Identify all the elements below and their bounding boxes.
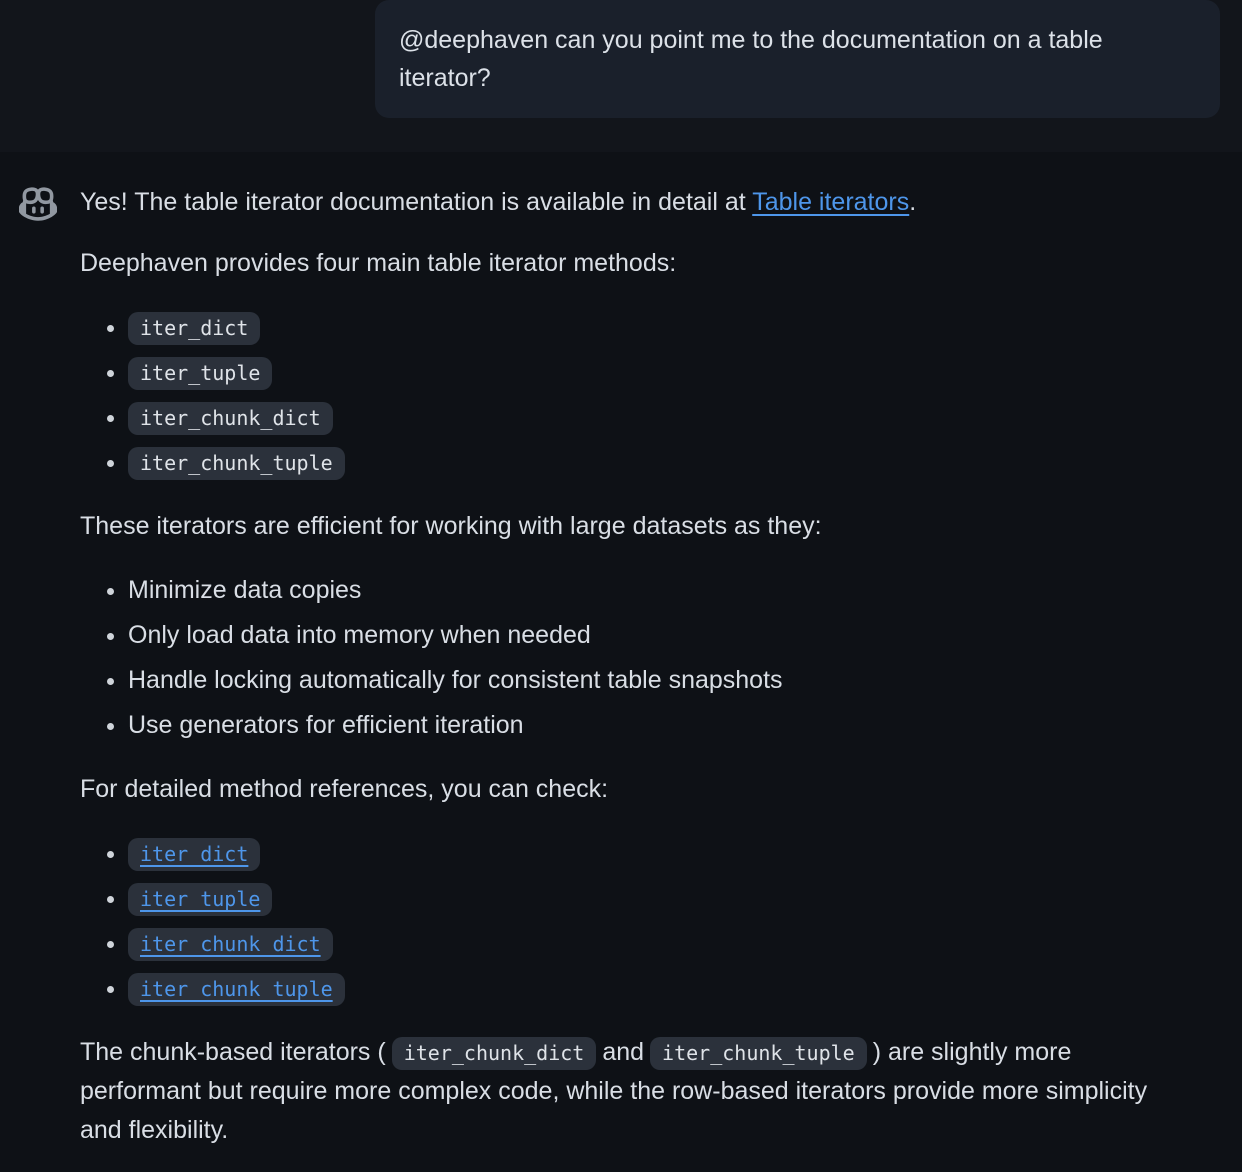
- list-item: [128, 831, 1180, 876]
- iter-chunk-dict-doc-link[interactable]: iter_chunk_dict: [140, 932, 321, 956]
- iter-dict-doc-link[interactable]: iter_dict: [140, 842, 249, 866]
- code-chip: iter_chunk_tuple: [128, 447, 345, 480]
- summary-conjunction: and: [602, 1038, 645, 1066]
- code-chip: iter_chunk_dict: [128, 402, 333, 435]
- user-message-bubble: [375, 0, 1220, 118]
- assistant-message-body: [80, 183, 1180, 1172]
- iter-tuple-doc-link[interactable]: iter_tuple: [140, 887, 261, 911]
- efficiency-intro-paragraph: These iterators are efficient for working with large datasets as they:: [80, 512, 822, 540]
- user-turn-section: [0, 0, 1242, 152]
- reference-links-list: [80, 831, 1180, 1011]
- code-chip: iter_dict: [128, 312, 260, 345]
- list-item: [128, 305, 1180, 350]
- code-chip: [128, 928, 333, 961]
- code-chip: iter_chunk_dict: [392, 1037, 597, 1070]
- list-item: [128, 966, 1180, 1011]
- efficiency-list: [80, 568, 1180, 748]
- list-item: • Minimize data copies: [128, 568, 1180, 613]
- list-item: • Use generators for efficient iteration: [128, 703, 1180, 748]
- list-item: [128, 440, 1180, 485]
- code-chip: [128, 838, 260, 871]
- summary-text-end: ) are slightly more performant but require more complex code, while the row-based iterators provide more simplicity and flexibility.: [80, 1038, 1148, 1144]
- intro-text: Yes! The table iterator documentation is available in detail at: [80, 188, 753, 216]
- list-item: [128, 350, 1180, 395]
- methods-list: [80, 305, 1180, 485]
- code-chip: [128, 883, 272, 916]
- references-intro-paragraph: For detailed method references, you can check:: [80, 775, 609, 803]
- code-chip: iter_chunk_tuple: [650, 1037, 867, 1070]
- assistant-response: [0, 183, 1242, 1172]
- list-item: • Handle locking automatically for consistent table snapshots: [128, 658, 1180, 703]
- list-item: [128, 921, 1180, 966]
- intro-paragraph: [80, 183, 1180, 222]
- list-item: [128, 876, 1180, 921]
- list-item: • Only load data into memory when needed: [128, 613, 1180, 658]
- code-chip: iter_tuple: [128, 357, 272, 390]
- list-item: [128, 395, 1180, 440]
- methods-intro-paragraph: Deephaven provides four main table iterator methods:: [80, 249, 677, 277]
- summary-text: The chunk-based iterators (: [80, 1038, 386, 1066]
- code-chip: [128, 973, 345, 1006]
- summary-paragraph: [80, 1033, 1180, 1150]
- intro-text-end: .: [909, 188, 917, 216]
- user-message-text: @deephaven can you point me to the documentation on a table iterator?: [399, 26, 1103, 92]
- copilot-icon: [19, 185, 57, 223]
- table-iterators-link[interactable]: Table iterators: [752, 188, 910, 216]
- iter-chunk-tuple-doc-link[interactable]: iter_chunk_tuple: [140, 977, 333, 1001]
